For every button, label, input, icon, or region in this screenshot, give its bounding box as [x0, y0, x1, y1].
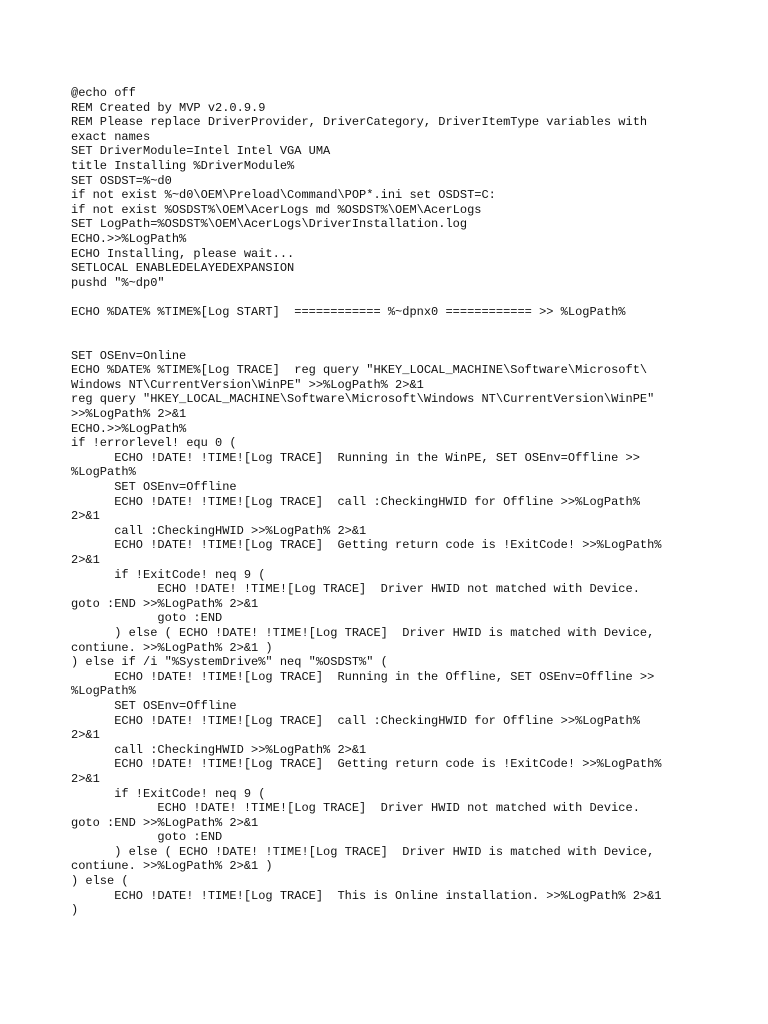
code-line: Windows NT\CurrentVersion\WinPE" >>%LogPath% 2>&1 — [71, 377, 424, 392]
code-line: contiune. >>%LogPath% 2>&1 ) — [71, 640, 273, 655]
code-line: ) — [71, 903, 79, 918]
blank-line — [71, 320, 761, 335]
code-line: ECHO Installing, please wait... — [71, 246, 295, 261]
code-line: goto :END >>%LogPath% 2>&1 — [71, 596, 259, 611]
code-line: exact names — [71, 129, 151, 144]
code-line: %LogPath% — [71, 684, 136, 699]
blank-line — [71, 290, 761, 305]
code-line: ECHO.>>%LogPath% — [71, 421, 187, 436]
code-line: ECHO.>>%LogPath% — [71, 231, 187, 246]
code-line: ECHO !DATE! !TIME![Log TRACE] Running in the Offline, SET OSEnv=Offline >> — [71, 669, 655, 684]
code-line: goto :END >>%LogPath% 2>&1 — [71, 815, 259, 830]
code-line: ECHO !DATE! !TIME![Log TRACE] Getting return code is !ExitCode! >>%LogPath% — [71, 757, 662, 772]
code-line: @echo off — [71, 86, 136, 100]
code-line: goto :END — [71, 830, 223, 845]
code-line: ) else ( ECHO !DATE! !TIME![Log TRACE] Driver HWID is matched with Device, — [71, 625, 655, 640]
code-line: 2>&1 — [71, 553, 100, 567]
code-line: 2>&1 — [71, 771, 100, 786]
code-line: SET OSDST=%~d0 — [71, 173, 172, 188]
code-line: ) else ( ECHO !DATE! !TIME![Log TRACE] Driver HWID is matched with Device, — [71, 844, 655, 859]
code-line: if !errorlevel! equ 0 ( — [71, 436, 237, 451]
code-line: ECHO !DATE! !TIME![Log TRACE] Driver HWID not matched with Device. — [71, 582, 640, 597]
code-line: SET OSEnv=Online — [71, 348, 187, 363]
code-line: if !ExitCode! neq 9 ( — [71, 567, 266, 582]
code-line: ECHO !DATE! !TIME![Log TRACE] call :CheckingHWID for Offline >>%LogPath% — [71, 713, 640, 728]
code-line: ) else if /i "%SystemDrive%" neq "%OSDST%" ( — [71, 655, 388, 670]
code-line: SET LogPath=%OSDST%\OEM\AcerLogs\DriverInstallation.log — [71, 217, 468, 232]
code-line: ECHO !DATE! !TIME![Log TRACE] call :CheckingHWID for Offline >>%LogPath% — [71, 494, 640, 509]
code-line: if !ExitCode! neq 9 ( — [71, 786, 266, 801]
code-line: 2>&1 — [71, 728, 100, 743]
code-line: if not exist %~d0\OEM\Preload\Command\POP*.ini set OSDST=C: — [71, 188, 496, 203]
code-line: call :CheckingHWID >>%LogPath% 2>&1 — [71, 523, 367, 538]
code-line: contiune. >>%LogPath% 2>&1 ) — [71, 859, 273, 874]
blank-line — [71, 334, 761, 349]
code-line: 2>&1 — [71, 509, 100, 524]
code-line: call :CheckingHWID >>%LogPath% 2>&1 — [71, 742, 367, 757]
code-line: >>%LogPath% 2>&1 — [71, 407, 187, 422]
code-line: REM Created by MVP v2.0.9.9 — [71, 100, 266, 115]
code-line: pushd "%~dp0" — [71, 275, 165, 290]
code-line: ECHO !DATE! !TIME![Log TRACE] Getting return code is !ExitCode! >>%LogPath% — [71, 538, 662, 553]
code-line: ECHO !DATE! !TIME![Log TRACE] This is Online installation. >>%LogPath% 2>&1 — [71, 888, 662, 903]
code-line: SET DriverModule=Intel Intel VGA UMA — [71, 144, 331, 159]
code-line: SET OSEnv=Offline — [71, 698, 237, 713]
code-line: SETLOCAL ENABLEDELAYEDEXPANSION — [71, 261, 295, 276]
code-line: ECHO !DATE! !TIME![Log TRACE] Driver HWID not matched with Device. — [71, 801, 640, 816]
code-line: reg query "HKEY_LOCAL_MACHINE\Software\Microsoft\Windows NT\CurrentVersion\WinPE" — [71, 392, 655, 407]
code-line: title Installing %DriverModule% — [71, 158, 295, 173]
code-line: goto :END — [71, 611, 223, 626]
batch-script-text — [71, 86, 761, 918]
code-line: %LogPath% — [71, 465, 136, 480]
code-line: REM Please replace DriverProvider, DriverCategory, DriverItemType variables with — [71, 115, 648, 130]
code-line: SET OSEnv=Offline — [71, 480, 237, 495]
code-line: if not exist %OSDST%\OEM\AcerLogs md %OSDST%\OEM\AcerLogs — [71, 202, 482, 217]
code-line: ECHO %DATE% %TIME%[Log TRACE] reg query "HKEY_LOCAL_MACHINE\Software\Microsoft\ — [71, 363, 648, 378]
code-line: ECHO !DATE! !TIME![Log TRACE] Running in the WinPE, SET OSEnv=Offline >> — [71, 450, 640, 465]
code-line: ) else ( — [71, 874, 129, 889]
code-line: ECHO %DATE% %TIME%[Log START] ============ %~dpnx0 ============ >> %LogPath% — [71, 304, 626, 319]
